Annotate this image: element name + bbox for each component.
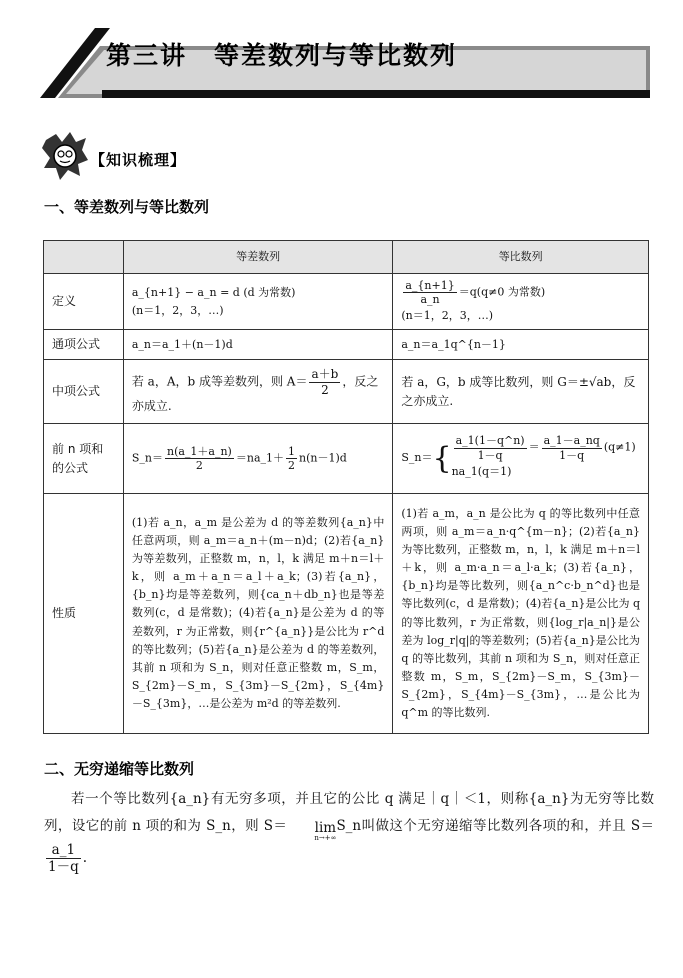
arith-sum-num: n(a_1＋a_n) [166, 444, 232, 458]
arith-half-den: 2 [288, 459, 296, 472]
arith-mid-pre: 若 a，A，b 成等差数列，则 A＝ [131, 374, 308, 389]
row-label-definition: 定义 [44, 274, 124, 330]
brace-symbol: { [432, 440, 452, 476]
geo-middle-term: 若 a，G，b 成等比数列，则 G＝±√ab，反之亦成立. [393, 360, 649, 424]
geo-sum-frac2-num: a_1－a_nq [543, 434, 600, 448]
arith-def-line2: (n＝1，2，3，…) [131, 303, 224, 317]
limit-expression [287, 819, 337, 843]
table-row [44, 360, 649, 424]
arith-mid-num: a＋b [311, 367, 339, 382]
row-label-middle-term: 中项公式 [44, 360, 124, 424]
row-label-properties: 性质 [44, 494, 124, 734]
sum-fraction [46, 842, 81, 875]
row-label-general-term: 通项公式 [44, 330, 124, 360]
cartoon-character-icon [42, 130, 90, 182]
para-part-a: 若一个等比数列{a_n}有无穷多项，并且它的公比 q 满足｜q｜＜1，则称{a_n}为无穷等比数列，设它的前 n 项的和为 S_n，则 S＝ [44, 791, 654, 834]
geo-sum-frac1-num: a_1(1－q^n) [455, 434, 525, 448]
arith-mid-fraction [309, 367, 340, 397]
geo-sum-formula [393, 424, 649, 494]
arith-half-num: 1 [288, 444, 296, 458]
geo-sum-case1 [452, 434, 636, 461]
chapter-title: 第三讲 等差数列与等比数列 [106, 41, 458, 70]
arith-mid-den: 2 [321, 382, 329, 397]
arith-sum-formula [123, 424, 393, 494]
lim-word: lim [314, 819, 337, 836]
arith-middle-term [123, 360, 393, 424]
geo-def-fraction [403, 279, 456, 306]
geo-sum-frac2-den: 1－q [559, 448, 585, 462]
para-part-b: 叫做这个无穷递缩等比数列各项的和，并且 S＝ [361, 818, 654, 834]
infinite-series-paragraph [44, 786, 654, 875]
geo-sum-frac2 [542, 434, 602, 461]
geo-definition [393, 274, 649, 330]
arith-properties: (1)若 a_n，a_m 是公差为 d 的等差数列{a_n}中任意两项，则 a_m＝a_n＋(m－n)d；(2)若{a_n}为等差数列，正整数 m，n，l，k 满足 m＋n＝l＋k，则 a_m＋a_n＝a_l＋a_k；(3)若{a_n}，{b_n}均是等差数列，则{ca_n＋db_n}也是等差数列(c，d 是常数)；(4)若{a_n}是公差为 d 的等差数列，r 为正常数，则{r^{a_n}}是公比为 r^d 的等比数列；(5)若{a_n}是公差为 d 的等差数列，其前 n 项和为 S_n，则对任意正整数 m，S_m，S_{2m}－S_m，S_{3m}－S_{2m}，S_{4m}－S_{3m}，…是公差为 m²d 的等差数列. [123, 494, 393, 734]
sum-frac-den: 1－q [48, 859, 79, 876]
geo-general-term: a_n＝a_1q^{n－1} [393, 330, 649, 360]
table-row [44, 494, 649, 734]
lim-subscript: n→+∞ [314, 834, 337, 842]
geo-def-post: ＝q(q≠0 为常数) [458, 285, 546, 299]
section-2-heading: 二、无穷递缩等比数列 [44, 760, 195, 778]
table-row [44, 274, 649, 330]
geo-sum-frac1-den: 1－q [477, 448, 503, 462]
arith-mid-post: ，反之亦成立. [131, 374, 379, 414]
geo-sum-cases [452, 434, 636, 482]
arith-definition [123, 274, 393, 330]
comparison-table [43, 240, 649, 734]
table-row [44, 424, 649, 494]
geo-def-line2: (n＝1，2，3，…) [401, 308, 494, 322]
arith-sum-den: 2 [195, 459, 203, 472]
arith-sum-fraction [165, 445, 234, 472]
geo-sum-frac1 [454, 434, 527, 461]
arith-def-line1: a_{n+1} − a_n = d (d 为常数) [131, 286, 296, 300]
lim-variable: S_n [336, 818, 362, 834]
arith-general-term: a_n＝a_1＋(n－1)d [123, 330, 393, 360]
table-row [44, 330, 649, 360]
row-label-sum-formula: 前 n 项和的公式 [44, 424, 124, 494]
geo-properties: (1)若 a_m，a_n 是公比为 q 的等比数列中任意两项，则 a_m＝a_n·q^{m－n}；(2)若{a_n}为等比数列，正整数 m，n，l，k 满足 m＋n＝l＋k，则 a_m·a_n＝a_l·a_k；(3)若{a_n}，{b_n}均是等比数列，则{a_n^c·b_n^d}也是等比数列(c，d 是常数)；(4)若{a_n}是公比为 q 的等比数列，r 为正常数，则{log_r|a_n|}是公差为 log_r|q|的等差数列；(5)若{a_n}是公比为 q 的等比数列，其前 n 项和为 S_n，则对任意正整数 m，S_m，S_{2m}－S_m，S_{3m}－S_{2m}，S_{4m}－S_{3m}，…是公比为 q^m 的等比数列. [393, 494, 649, 734]
table-header-row [44, 241, 649, 274]
col-header-arithmetic: 等差数列 [123, 241, 393, 274]
geo-sum-eq: ＝ [528, 441, 540, 455]
geo-sum-pre: S_n＝ [401, 451, 433, 465]
geo-def-num: a_{n+1} [405, 279, 455, 293]
arith-sum-pre: S_n＝ [131, 451, 163, 465]
col-header-geometric: 等比数列 [393, 241, 649, 274]
geo-def-den: a_n [420, 293, 440, 307]
sum-frac-num: a_1 [46, 842, 81, 859]
para-end: . [82, 850, 88, 867]
section-1-heading: 一、等差数列与等比数列 [44, 198, 210, 216]
arith-sum-mid: ＝na_1＋ [235, 451, 285, 465]
geo-sum-cond: (q≠1) [603, 441, 636, 455]
arith-sum-post: n(n－1)d [299, 451, 347, 465]
knowledge-review-title: 【知识梳理】 [90, 151, 187, 169]
table-corner [44, 241, 124, 274]
arith-half-fraction [286, 445, 297, 472]
geo-sum-case2: na_1(q＝1) [451, 464, 512, 478]
